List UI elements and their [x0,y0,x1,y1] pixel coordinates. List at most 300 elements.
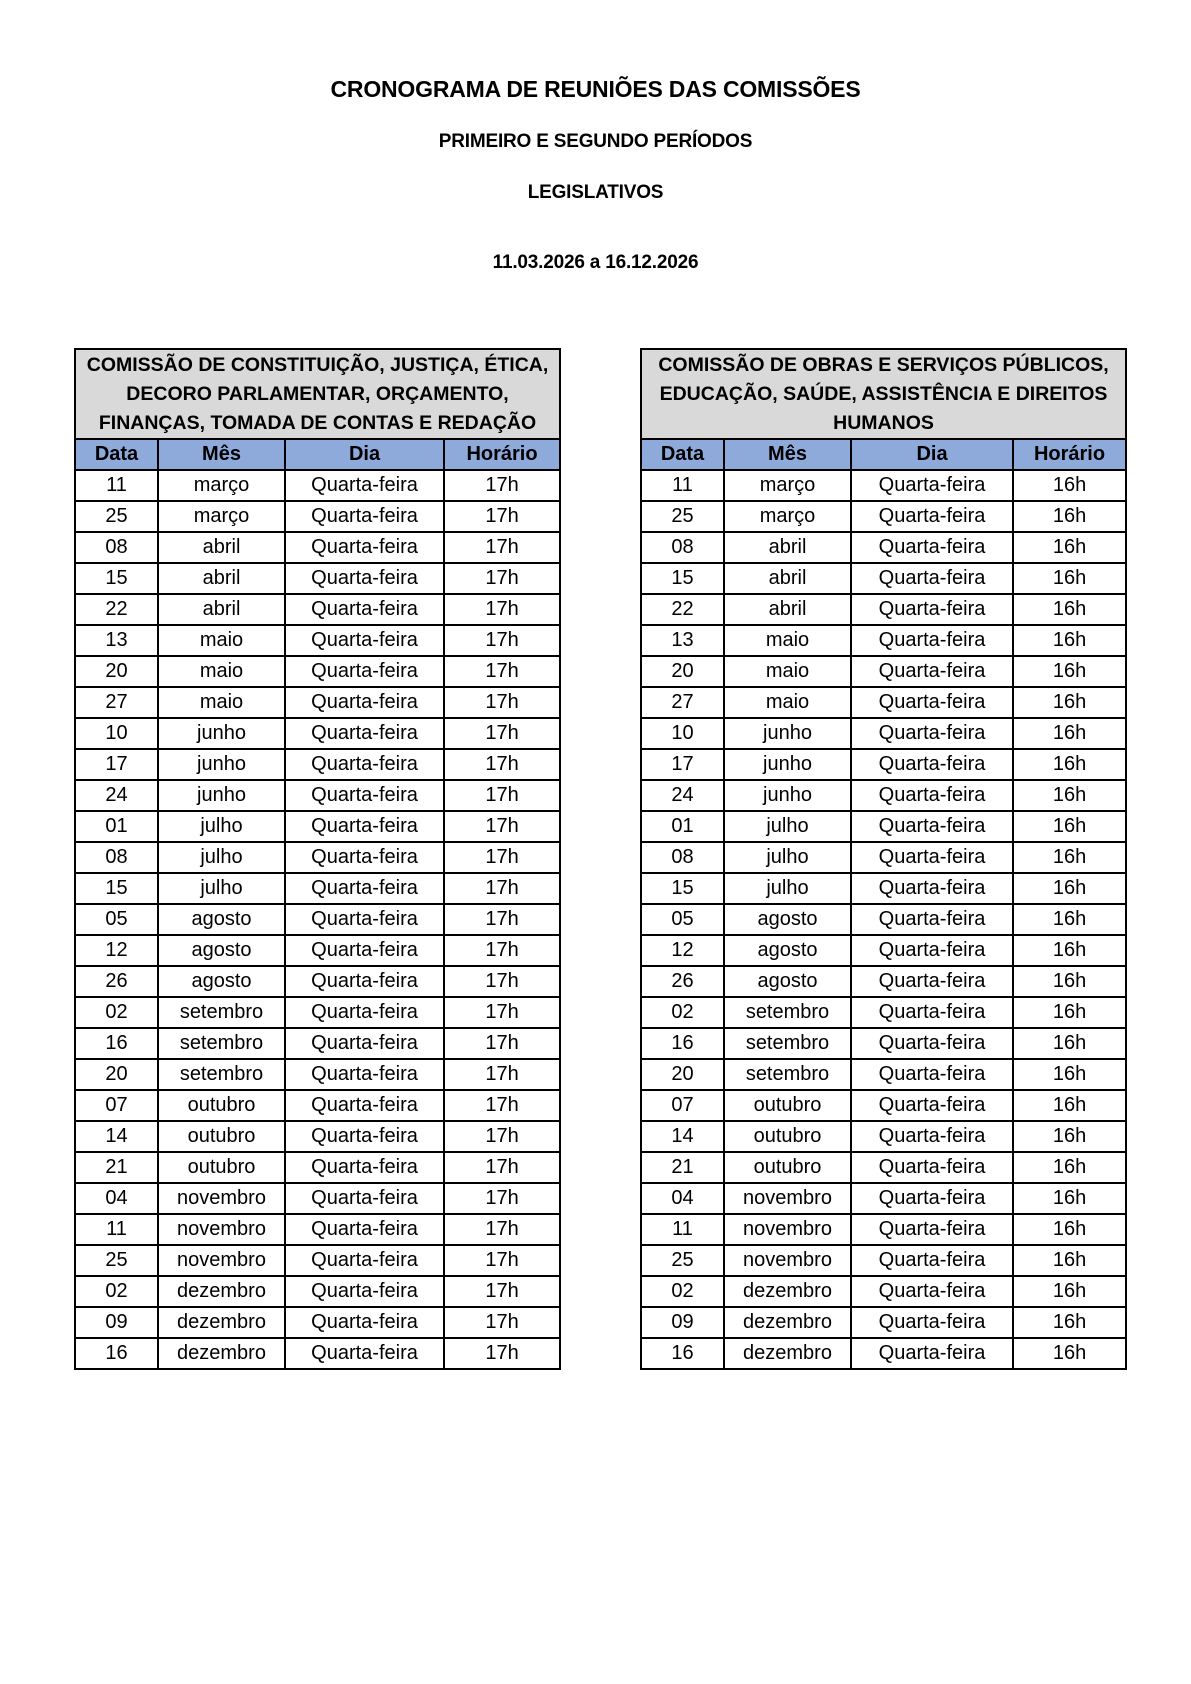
table-row [75,811,560,842]
horario-cell: 17h [444,470,560,501]
mes-cell: maio [158,625,285,656]
data-cell: 02 [75,997,158,1028]
mes-cell: junho [724,718,851,749]
horario-cell: 16h [1013,470,1126,501]
mes-cell: agosto [724,935,851,966]
data-cell: 13 [75,625,158,656]
mes-cell: agosto [724,904,851,935]
dia-cell: Quarta-feira [285,501,444,532]
table-row [641,1059,1126,1090]
data-cell: 01 [641,811,724,842]
mes-cell: setembro [158,1059,285,1090]
data-cell: 14 [641,1121,724,1152]
horario-cell: 17h [444,1307,560,1338]
table-row [75,718,560,749]
table-row [641,1214,1126,1245]
mes-cell: março [724,470,851,501]
dia-cell: Quarta-feira [851,718,1013,749]
horario-cell: 17h [444,1059,560,1090]
table-row [641,873,1126,904]
dia-cell: Quarta-feira [851,1121,1013,1152]
dia-cell: Quarta-feira [285,1214,444,1245]
data-cell: 24 [75,780,158,811]
mes-cell: agosto [724,966,851,997]
table-row [641,1307,1126,1338]
data-cell: 26 [75,966,158,997]
data-cell: 05 [641,904,724,935]
table-row [75,501,560,532]
mes-cell: dezembro [724,1307,851,1338]
horario-cell: 17h [444,625,560,656]
dia-cell: Quarta-feira [285,1090,444,1121]
table-row [641,842,1126,873]
mes-cell: setembro [724,1028,851,1059]
table-row [75,594,560,625]
data-cell: 21 [641,1152,724,1183]
table-row [75,1152,560,1183]
table-row [75,935,560,966]
mes-cell: setembro [158,1028,285,1059]
table-row [641,1183,1126,1214]
mes-cell: agosto [158,935,285,966]
mes-cell: agosto [158,904,285,935]
table-row [75,780,560,811]
mes-cell: junho [158,749,285,780]
dia-cell: Quarta-feira [285,1245,444,1276]
column-header-horario: Horário [1013,439,1126,470]
mes-cell: dezembro [158,1338,285,1369]
horario-cell: 16h [1013,1090,1126,1121]
dia-cell: Quarta-feira [285,842,444,873]
table-row [75,1276,560,1307]
table-row [75,1214,560,1245]
schedule-table-constituicao [74,348,561,1370]
horario-cell: 17h [444,1276,560,1307]
mes-cell: julho [158,842,285,873]
table-row [75,966,560,997]
data-cell: 12 [641,935,724,966]
data-cell: 22 [75,594,158,625]
horario-cell: 16h [1013,1183,1126,1214]
table-row [641,1245,1126,1276]
horario-cell: 17h [444,532,560,563]
data-cell: 09 [641,1307,724,1338]
mes-cell: outubro [158,1090,285,1121]
horario-cell: 17h [444,1090,560,1121]
table-row [75,1090,560,1121]
mes-cell: dezembro [724,1338,851,1369]
data-cell: 11 [641,1214,724,1245]
column-header-horario: Horário [444,439,560,470]
mes-cell: março [158,470,285,501]
mes-cell: maio [158,656,285,687]
table-row [75,997,560,1028]
data-cell: 08 [75,532,158,563]
horario-cell: 16h [1013,1245,1126,1276]
table-row [641,1338,1126,1369]
table-row [641,749,1126,780]
column-header-mes: Mês [724,439,851,470]
table-row [75,532,560,563]
table-row [75,625,560,656]
dia-cell: Quarta-feira [851,1245,1013,1276]
mes-cell: maio [724,656,851,687]
table-row [641,811,1126,842]
horario-cell: 17h [444,1245,560,1276]
dia-cell: Quarta-feira [851,470,1013,501]
mes-cell: abril [158,563,285,594]
data-cell: 05 [75,904,158,935]
horario-cell: 16h [1013,563,1126,594]
table-row [75,1028,560,1059]
horario-cell: 17h [444,749,560,780]
table-row [641,1152,1126,1183]
horario-cell: 16h [1013,1059,1126,1090]
horario-cell: 17h [444,873,560,904]
table-row [641,594,1126,625]
data-cell: 17 [75,749,158,780]
table-row [75,470,560,501]
dia-cell: Quarta-feira [285,997,444,1028]
dia-cell: Quarta-feira [285,966,444,997]
horario-cell: 16h [1013,873,1126,904]
table-row [641,1276,1126,1307]
dia-cell: Quarta-feira [285,1183,444,1214]
mes-cell: outubro [724,1121,851,1152]
column-header-data: Data [75,439,158,470]
mes-cell: abril [724,594,851,625]
mes-cell: maio [724,687,851,718]
horario-cell: 17h [444,935,560,966]
date-range: 11.03.2026 a 16.12.2026 [492,252,699,273]
mes-cell: setembro [724,1059,851,1090]
dia-cell: Quarta-feira [285,1059,444,1090]
table-row [75,1307,560,1338]
mes-cell: julho [158,811,285,842]
table-body [75,470,560,1369]
data-cell: 13 [641,625,724,656]
horario-cell: 16h [1013,594,1126,625]
horario-cell: 17h [444,966,560,997]
mes-cell: julho [724,873,851,904]
horario-cell: 17h [444,594,560,625]
dia-cell: Quarta-feira [851,1214,1013,1245]
horario-cell: 17h [444,904,560,935]
mes-cell: setembro [724,997,851,1028]
horario-cell: 16h [1013,997,1126,1028]
table-row [641,625,1126,656]
mes-cell: junho [724,749,851,780]
column-header-dia: Dia [285,439,444,470]
dia-cell: Quarta-feira [851,563,1013,594]
commission-header-row [641,349,1126,439]
horario-cell: 16h [1013,749,1126,780]
dia-cell: Quarta-feira [285,904,444,935]
schedule-table-obras [640,348,1127,1370]
mes-cell: setembro [158,997,285,1028]
mes-cell: junho [724,780,851,811]
column-header-dia: Dia [851,439,1013,470]
mes-cell: março [724,501,851,532]
data-cell: 07 [641,1090,724,1121]
horario-cell: 16h [1013,780,1126,811]
dia-cell: Quarta-feira [285,873,444,904]
mes-cell: abril [158,594,285,625]
page-title: CRONOGRAMA DE REUNIÕES DAS COMISSÕES [330,76,861,102]
table-row [641,501,1126,532]
data-cell: 08 [75,842,158,873]
mes-cell: agosto [158,966,285,997]
mes-cell: dezembro [724,1276,851,1307]
mes-cell: outubro [158,1121,285,1152]
horario-cell: 16h [1013,625,1126,656]
data-cell: 04 [75,1183,158,1214]
dia-cell: Quarta-feira [851,997,1013,1028]
data-cell: 04 [641,1183,724,1214]
data-cell: 24 [641,780,724,811]
dia-cell: Quarta-feira [851,501,1013,532]
mes-cell: março [158,501,285,532]
table-row [641,532,1126,563]
data-cell: 02 [75,1276,158,1307]
dia-cell: Quarta-feira [285,780,444,811]
dia-cell: Quarta-feira [851,873,1013,904]
horario-cell: 17h [444,1121,560,1152]
dia-cell: Quarta-feira [285,935,444,966]
data-cell: 02 [641,997,724,1028]
horario-cell: 16h [1013,687,1126,718]
data-cell: 10 [75,718,158,749]
data-cell: 20 [641,1059,724,1090]
data-cell: 08 [641,532,724,563]
horario-cell: 17h [444,1214,560,1245]
table-row [641,656,1126,687]
table-row [75,1183,560,1214]
data-cell: 02 [641,1276,724,1307]
table-row [641,997,1126,1028]
column-header-row [75,439,560,470]
horario-cell: 16h [1013,1028,1126,1059]
dia-cell: Quarta-feira [285,532,444,563]
mes-cell: julho [158,873,285,904]
horario-cell: 17h [444,842,560,873]
horario-cell: 16h [1013,1276,1126,1307]
mes-cell: abril [724,563,851,594]
data-cell: 15 [641,563,724,594]
dia-cell: Quarta-feira [285,470,444,501]
dia-cell: Quarta-feira [851,842,1013,873]
mes-cell: novembro [724,1214,851,1245]
data-cell: 16 [641,1338,724,1369]
dia-cell: Quarta-feira [851,1307,1013,1338]
table-row [75,1338,560,1369]
data-cell: 14 [75,1121,158,1152]
mes-cell: novembro [158,1183,285,1214]
horario-cell: 16h [1013,811,1126,842]
horario-cell: 16h [1013,904,1126,935]
mes-cell: abril [158,532,285,563]
dia-cell: Quarta-feira [851,1152,1013,1183]
page-subtitle: PRIMEIRO E SEGUNDO PERÍODOS [438,131,753,152]
horario-cell: 16h [1013,532,1126,563]
mes-cell: maio [724,625,851,656]
dia-cell: Quarta-feira [851,935,1013,966]
horario-cell: 16h [1013,1338,1126,1369]
data-cell: 20 [641,656,724,687]
mes-cell: maio [158,687,285,718]
horario-cell: 16h [1013,966,1126,997]
dia-cell: Quarta-feira [851,656,1013,687]
mes-cell: julho [724,811,851,842]
table-row [641,904,1126,935]
mes-cell: outubro [724,1152,851,1183]
column-header-row [641,439,1126,470]
horario-cell: 17h [444,997,560,1028]
dia-cell: Quarta-feira [851,1276,1013,1307]
dia-cell: Quarta-feira [285,656,444,687]
dia-cell: Quarta-feira [285,1028,444,1059]
dia-cell: Quarta-feira [851,749,1013,780]
mes-cell: novembro [158,1214,285,1245]
data-cell: 20 [75,1059,158,1090]
horario-cell: 17h [444,563,560,594]
horario-cell: 17h [444,811,560,842]
horario-cell: 17h [444,1338,560,1369]
horario-cell: 17h [444,687,560,718]
data-cell: 11 [75,470,158,501]
table-row [641,1028,1126,1059]
mes-cell: novembro [158,1245,285,1276]
data-cell: 27 [75,687,158,718]
data-cell: 10 [641,718,724,749]
mes-cell: dezembro [158,1307,285,1338]
horario-cell: 16h [1013,656,1126,687]
dia-cell: Quarta-feira [285,718,444,749]
horario-cell: 17h [444,656,560,687]
dia-cell: Quarta-feira [851,904,1013,935]
table-row [641,563,1126,594]
mes-cell: outubro [158,1152,285,1183]
data-cell: 25 [75,501,158,532]
table-row [641,780,1126,811]
horario-cell: 16h [1013,501,1126,532]
horario-cell: 17h [444,780,560,811]
table-row [641,966,1126,997]
mes-cell: abril [724,532,851,563]
data-cell: 07 [75,1090,158,1121]
table-row [75,656,560,687]
mes-cell: outubro [724,1090,851,1121]
data-cell: 15 [641,873,724,904]
commission-name: COMISSÃO DE CONSTITUIÇÃO, JUSTIÇA, ÉTICA, DECORO PARLAMENTAR, ORÇAMENTO, FINANÇAS, TOMADA DE CONTAS E REDAÇÃO [75,349,560,439]
data-cell: 16 [75,1338,158,1369]
dia-cell: Quarta-feira [285,1152,444,1183]
data-cell: 11 [75,1214,158,1245]
horario-cell: 16h [1013,718,1126,749]
horario-cell: 16h [1013,1307,1126,1338]
table-row [75,1059,560,1090]
mes-cell: junho [158,718,285,749]
dia-cell: Quarta-feira [285,563,444,594]
horario-cell: 16h [1013,1214,1126,1245]
table-row [75,1245,560,1276]
horario-cell: 17h [444,1183,560,1214]
table-row [641,470,1126,501]
horario-cell: 16h [1013,842,1126,873]
table-row [641,1121,1126,1152]
horario-cell: 16h [1013,935,1126,966]
mes-cell: novembro [724,1245,851,1276]
table-row [75,842,560,873]
table-row [641,935,1126,966]
dia-cell: Quarta-feira [285,625,444,656]
data-cell: 16 [641,1028,724,1059]
dia-cell: Quarta-feira [851,687,1013,718]
dia-cell: Quarta-feira [851,1090,1013,1121]
table-body [641,470,1126,1369]
horario-cell: 16h [1013,1152,1126,1183]
dia-cell: Quarta-feira [285,1276,444,1307]
table-row [75,1121,560,1152]
dia-cell: Quarta-feira [285,1121,444,1152]
horario-cell: 17h [444,501,560,532]
table-row [75,904,560,935]
data-cell: 27 [641,687,724,718]
data-cell: 25 [641,1245,724,1276]
data-cell: 09 [75,1307,158,1338]
data-cell: 08 [641,842,724,873]
dia-cell: Quarta-feira [851,1059,1013,1090]
data-cell: 16 [75,1028,158,1059]
mes-cell: novembro [724,1183,851,1214]
dia-cell: Quarta-feira [851,625,1013,656]
dia-cell: Quarta-feira [851,1028,1013,1059]
mes-cell: junho [158,780,285,811]
data-cell: 21 [75,1152,158,1183]
horario-cell: 16h [1013,1121,1126,1152]
dia-cell: Quarta-feira [851,780,1013,811]
data-cell: 15 [75,873,158,904]
dia-cell: Quarta-feira [851,1183,1013,1214]
dia-cell: Quarta-feira [285,687,444,718]
horario-cell: 17h [444,1152,560,1183]
commission-name: COMISSÃO DE OBRAS E SERVIÇOS PÚBLICOS, EDUCAÇÃO, SAÚDE, ASSISTÊNCIA E DIREITOS HUMANOS [641,349,1126,439]
data-cell: 25 [641,501,724,532]
data-cell: 11 [641,470,724,501]
dia-cell: Quarta-feira [285,811,444,842]
dia-cell: Quarta-feira [285,749,444,780]
horario-cell: 17h [444,718,560,749]
table-row [75,749,560,780]
data-cell: 25 [75,1245,158,1276]
dia-cell: Quarta-feira [285,594,444,625]
dia-cell: Quarta-feira [851,532,1013,563]
dia-cell: Quarta-feira [851,811,1013,842]
commission-header-row [75,349,560,439]
data-cell: 17 [641,749,724,780]
page-subtitle-2: LEGISLATIVOS [527,182,664,203]
data-cell: 22 [641,594,724,625]
column-header-mes: Mês [158,439,285,470]
data-cell: 12 [75,935,158,966]
data-cell: 15 [75,563,158,594]
table-row [641,718,1126,749]
dia-cell: Quarta-feira [285,1338,444,1369]
table-row [75,873,560,904]
table-row [75,687,560,718]
dia-cell: Quarta-feira [851,594,1013,625]
data-cell: 20 [75,656,158,687]
